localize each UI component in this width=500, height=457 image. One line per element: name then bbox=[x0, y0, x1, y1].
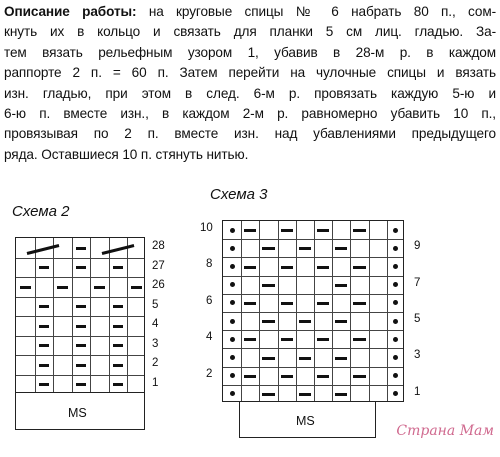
row-number: 28 bbox=[152, 240, 165, 252]
grid-line bbox=[314, 221, 315, 401]
edge-stitch-symbol bbox=[393, 319, 398, 324]
grid-line bbox=[369, 221, 370, 401]
grid-line bbox=[223, 385, 403, 386]
edge-stitch-symbol bbox=[230, 246, 235, 251]
purl-stitch-symbol bbox=[317, 229, 329, 232]
purl-stitch-symbol bbox=[244, 302, 256, 305]
purl-stitch-symbol bbox=[131, 286, 142, 289]
purl-stitch-symbol bbox=[262, 247, 274, 250]
purl-stitch-symbol bbox=[262, 320, 274, 323]
purl-stitch-symbol bbox=[39, 364, 50, 367]
row-number: 27 bbox=[152, 259, 165, 272]
description-line-3: тем вязать рельефным узором 1, убавив в 28-м р. в каждом bbox=[4, 44, 496, 60]
grid-line bbox=[16, 375, 144, 376]
purl-stitch-symbol bbox=[335, 393, 347, 396]
purl-stitch-symbol bbox=[76, 364, 87, 367]
purl-stitch-symbol bbox=[113, 325, 124, 328]
grid-line bbox=[127, 238, 128, 392]
edge-stitch-symbol bbox=[393, 246, 398, 251]
scheme-3-chart bbox=[222, 220, 404, 402]
edge-stitch-symbol bbox=[393, 391, 398, 396]
purl-stitch-symbol bbox=[113, 383, 124, 386]
row-number-right: 1 bbox=[414, 385, 421, 398]
grid-line bbox=[223, 348, 403, 349]
description-line-6: 6-ю п. вместе изн., в каждом 2-м р. равномерно убавить 10 п., bbox=[4, 106, 496, 122]
purl-stitch-symbol bbox=[39, 325, 50, 328]
purl-stitch-symbol bbox=[76, 266, 87, 269]
purl-stitch-symbol bbox=[335, 357, 347, 360]
edge-stitch-symbol bbox=[230, 337, 235, 342]
purl-stitch-symbol bbox=[113, 305, 124, 308]
description-line-5: изн. гладью, при этом в след. 6-м р. провязать каждую 5-ю и bbox=[4, 85, 496, 101]
grid-line bbox=[223, 367, 403, 368]
grid-line bbox=[223, 239, 403, 240]
purl-stitch-symbol bbox=[299, 247, 311, 250]
purl-stitch-symbol bbox=[353, 229, 365, 232]
grid-line bbox=[53, 238, 54, 392]
edge-stitch-symbol bbox=[230, 282, 235, 287]
purl-stitch-symbol bbox=[335, 320, 347, 323]
site-watermark: Страна Мам bbox=[396, 423, 494, 439]
grid-line bbox=[109, 238, 110, 392]
grid-line bbox=[350, 221, 351, 401]
edge-stitch-symbol bbox=[230, 391, 235, 396]
row-number: 5 bbox=[152, 298, 159, 311]
edge-stitch-symbol bbox=[230, 373, 235, 378]
purl-stitch-symbol bbox=[76, 305, 87, 308]
row-number-left: 2 bbox=[206, 367, 213, 380]
scheme-2-repeat-label: MS bbox=[68, 406, 87, 420]
purl-stitch-symbol bbox=[113, 364, 124, 367]
grid-line bbox=[16, 355, 144, 356]
row-number-left: 8 bbox=[206, 258, 213, 271]
grid-line bbox=[90, 238, 91, 392]
description-line-1: Описание работы: на круговые спицы № 6 набрать 80 п., сом- bbox=[4, 4, 496, 19]
edge-stitch-symbol bbox=[393, 373, 398, 378]
grid-line bbox=[16, 297, 144, 298]
grid-line bbox=[259, 221, 260, 401]
purl-stitch-symbol bbox=[299, 320, 311, 323]
purl-stitch-symbol bbox=[76, 383, 87, 386]
grid-line bbox=[296, 221, 297, 401]
purl-stitch-symbol bbox=[39, 305, 50, 308]
grid-line bbox=[223, 312, 403, 313]
grid-line bbox=[223, 294, 403, 295]
purl-stitch-symbol bbox=[299, 357, 311, 360]
purl-stitch-symbol bbox=[20, 286, 31, 289]
scheme-2-chart bbox=[15, 237, 145, 393]
edge-stitch-symbol bbox=[230, 300, 235, 305]
purl-stitch-symbol bbox=[244, 266, 256, 269]
row-number-right: 9 bbox=[414, 240, 421, 253]
row-number: 26 bbox=[152, 279, 165, 291]
row-number-left: 6 bbox=[206, 294, 213, 307]
edge-stitch-symbol bbox=[230, 319, 235, 324]
row-number: 2 bbox=[152, 357, 159, 369]
purl-stitch-symbol bbox=[281, 266, 293, 269]
edge-stitch-symbol bbox=[230, 355, 235, 360]
edge-stitch-symbol bbox=[393, 264, 398, 269]
grid-line bbox=[16, 316, 144, 317]
purl-stitch-symbol bbox=[244, 338, 256, 341]
purl-stitch-symbol bbox=[39, 383, 50, 386]
grid-line bbox=[16, 277, 144, 278]
purl-stitch-symbol bbox=[335, 247, 347, 250]
description-line-7: провязывая по 2 п. вместе изн. над убавлениями предыдущего bbox=[4, 126, 496, 142]
purl-stitch-symbol bbox=[299, 393, 311, 396]
purl-stitch-symbol bbox=[94, 286, 105, 289]
purl-stitch-symbol bbox=[76, 325, 87, 328]
purl-stitch-symbol bbox=[76, 344, 87, 347]
purl-stitch-symbol bbox=[353, 375, 365, 378]
grid-line bbox=[16, 258, 144, 259]
row-number-left: 4 bbox=[206, 331, 213, 344]
grid-line bbox=[223, 257, 403, 258]
pattern-description bbox=[4, 2, 496, 165]
purl-stitch-symbol bbox=[317, 375, 329, 378]
scheme-2-title: Схема 2 bbox=[12, 203, 70, 220]
purl-stitch-symbol bbox=[353, 266, 365, 269]
grid-line bbox=[278, 221, 279, 401]
purl-stitch-symbol bbox=[113, 344, 124, 347]
grid-line bbox=[241, 221, 242, 401]
purl-stitch-symbol bbox=[113, 266, 124, 269]
edge-stitch-symbol bbox=[393, 300, 398, 305]
scheme-3-repeat-label: MS bbox=[296, 414, 315, 428]
description-line-2: кнуть их в кольцо и связать для планки 5 см лиц. гладью. За- bbox=[4, 24, 496, 40]
purl-stitch-symbol bbox=[281, 302, 293, 305]
purl-stitch-symbol bbox=[335, 284, 347, 287]
grid-line bbox=[72, 238, 73, 392]
grid-line bbox=[387, 221, 388, 401]
description-lead: Описание работы: bbox=[4, 4, 137, 19]
grid-line bbox=[35, 238, 36, 392]
purl-stitch-symbol bbox=[39, 344, 50, 347]
edge-stitch-symbol bbox=[393, 282, 398, 287]
grid-line bbox=[332, 221, 333, 401]
purl-stitch-symbol bbox=[353, 302, 365, 305]
row-number-left: 10 bbox=[200, 222, 213, 234]
purl-stitch-symbol bbox=[353, 338, 365, 341]
row-number: 4 bbox=[152, 318, 159, 330]
purl-stitch-symbol bbox=[281, 229, 293, 232]
scheme-3-title: Схема 3 bbox=[210, 186, 268, 203]
description-line-8: ряда. Оставшиеся 10 п. стянуть нитью. bbox=[4, 146, 249, 162]
purl-stitch-symbol bbox=[262, 357, 274, 360]
edge-stitch-symbol bbox=[230, 228, 235, 233]
purl-stitch-symbol bbox=[39, 266, 50, 269]
grid-line bbox=[16, 336, 144, 337]
description-line-4: раппорте 2 п. = 60 п. Затем перейти на чулочные спицы и вязать bbox=[4, 65, 496, 81]
edge-stitch-symbol bbox=[230, 264, 235, 269]
purl-stitch-symbol bbox=[281, 375, 293, 378]
purl-stitch-symbol bbox=[317, 266, 329, 269]
purl-stitch-symbol bbox=[57, 286, 68, 289]
row-number-right: 3 bbox=[414, 349, 421, 362]
purl-stitch-symbol bbox=[281, 338, 293, 341]
purl-stitch-symbol bbox=[244, 375, 256, 378]
row-number-right: 5 bbox=[414, 313, 421, 325]
purl-stitch-symbol bbox=[317, 338, 329, 341]
purl-stitch-symbol bbox=[76, 247, 87, 250]
decrease-stitch-symbol bbox=[27, 244, 60, 255]
purl-stitch-symbol bbox=[262, 393, 274, 396]
grid-line bbox=[223, 330, 403, 331]
purl-stitch-symbol bbox=[317, 302, 329, 305]
row-number-right: 7 bbox=[414, 276, 421, 289]
edge-stitch-symbol bbox=[393, 337, 398, 342]
grid-line bbox=[223, 276, 403, 277]
row-number: 3 bbox=[152, 337, 159, 350]
purl-stitch-symbol bbox=[262, 284, 274, 287]
purl-stitch-symbol bbox=[244, 229, 256, 232]
edge-stitch-symbol bbox=[393, 228, 398, 233]
row-number: 1 bbox=[152, 376, 159, 389]
edge-stitch-symbol bbox=[393, 355, 398, 360]
decrease-stitch-symbol bbox=[101, 244, 134, 255]
